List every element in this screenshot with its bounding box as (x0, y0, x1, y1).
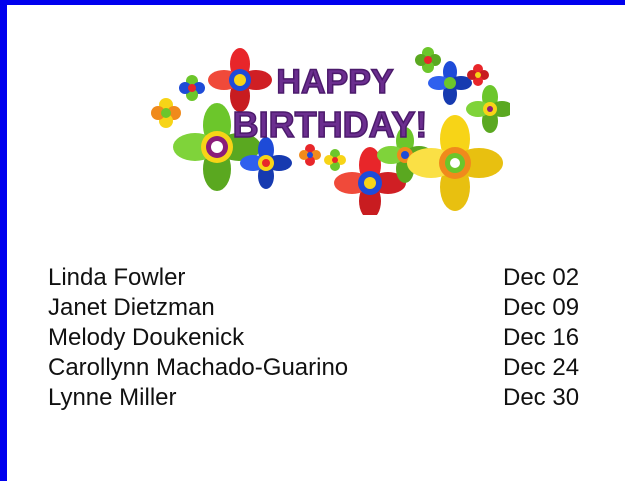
flower-green-top-right (415, 47, 441, 73)
banner-text-happy: HAPPY (276, 63, 394, 101)
flower-orange-small-left (151, 98, 181, 128)
flower-green-far-right (466, 85, 510, 133)
flower-small-center-1 (299, 144, 321, 166)
birthday-date: Dec 02 (503, 264, 580, 291)
birthday-name: Melody Doukenick (48, 324, 245, 351)
birthday-list (48, 263, 608, 413)
birthday-date: Dec 30 (503, 384, 580, 411)
birthday-name: Janet Dietzman (48, 294, 215, 321)
birthday-row (48, 353, 608, 383)
birthday-name: Linda Fowler (48, 264, 186, 291)
birthday-row (48, 263, 608, 293)
flower-red-top-left (208, 48, 272, 112)
birthday-row (48, 383, 608, 413)
birthday-date: Dec 09 (503, 294, 580, 321)
banner-text-birthday: BIRTHDAY! (232, 104, 428, 145)
flower-blue-right (428, 61, 472, 105)
happy-birthday-banner (150, 45, 510, 215)
birthday-date: Dec 24 (503, 354, 580, 381)
birthday-date: Dec 16 (503, 324, 580, 351)
birthday-row (48, 293, 608, 323)
birthday-name: Carollynn Machado-Guarino (48, 354, 349, 381)
birthday-name: Lynne Miller (48, 384, 177, 411)
birthday-row (48, 323, 608, 353)
flower-small-center-2 (324, 149, 346, 171)
flower-blue-small-left (179, 75, 205, 101)
